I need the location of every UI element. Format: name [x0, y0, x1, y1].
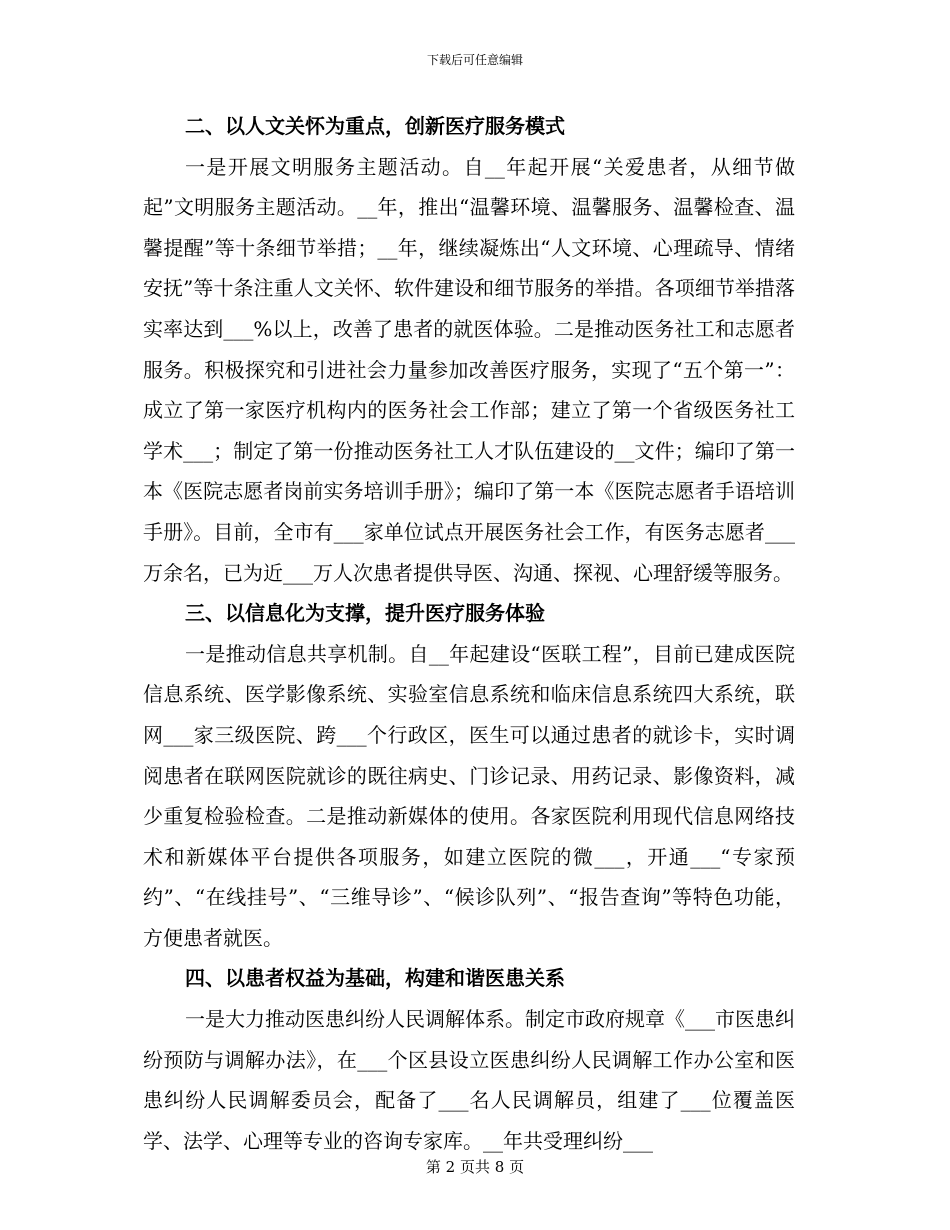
section-paragraph: 一是开展文明服务主题活动。自__年起开展“关爱患者，从细节做起”文明服务主题活动。__年，推出“温馨环境、温馨服务、温馨检查、温馨提醒”等十条细节举措；__年，继续凝炼出“人文环境、心理疏导、情绪安抚”等十条注重人文关怀、软件建设和细节服务的举措。各项细节举措落实率达到___%以上，改善了患者的就医体验。二是推动医务社工和志愿者服务。积极探究和引进社会力量参加改善医疗服务，实现了“五个第一”：成立了第一家医疗机构内的医务社会工作部；建立了第一个省级医务社工学术___；制定了第一份推动医务社工人才队伍建设的__文件；编印了第一本《医院志愿者岗前实务培训手册》；编印了第一本《医院志愿者手语培训手册》。目前，全市有___家单位试点开展医务社会工作，有医务志愿者___万余名，已为近___万人次患者提供导医、沟通、探视、心理舒缓等服务。 [143, 154, 795, 585]
section-paragraph: 一是推动信息共享机制。自__年起建设“医联工程”，目前已建成医院信息系统、医学影像系统、实验室信息系统和临床信息系统四大系统，联网___家三级医院、跨___个行政区，医生可以通过患者的就诊卡，实时调阅患者在联网医院就诊的既往病史、门诊记录、用药记录、影像资料，减少重复检验检查。二是推动新媒体的使用。各家医院利用现代信息网络技术和新媒体平台提供各项服务，如建立医院的微___，开通___“专家预约”、“在线挂号”、“三维导诊”、“候诊队列”、“报告查询”等特色功能，方便患者就医。 [143, 641, 795, 950]
section-heading: 四、以患者权益为基础，构建和谐医患关系 [185, 966, 565, 991]
section-informatization [143, 593, 795, 958]
section-heading: 二、以人文关怀为重点，创新医疗服务模式 [185, 114, 565, 138]
section-patient-rights [143, 958, 795, 1161]
section-humanistic-care [143, 106, 795, 593]
page-number: 第 2 页共 8 页 [425, 1158, 525, 1176]
section-paragraph: 一是大力推动医患纠纷人民调解体系。制定市政府规章《___市医患纠纷预防与调解办法》，在___个区县设立医患纠纷人民调解工作办公室和医患纠纷人民调解委员会，配备了___名人民调解员，组建了___位覆盖医学、法学、心理等专业的咨询专家库。__年共受理纠纷___ [143, 1007, 795, 1153]
document-body [143, 106, 795, 1161]
section-heading: 三、以信息化为支撑，提升医疗服务体验 [185, 601, 545, 626]
page-header-note: 下载后可任意编辑 [426, 53, 523, 67]
